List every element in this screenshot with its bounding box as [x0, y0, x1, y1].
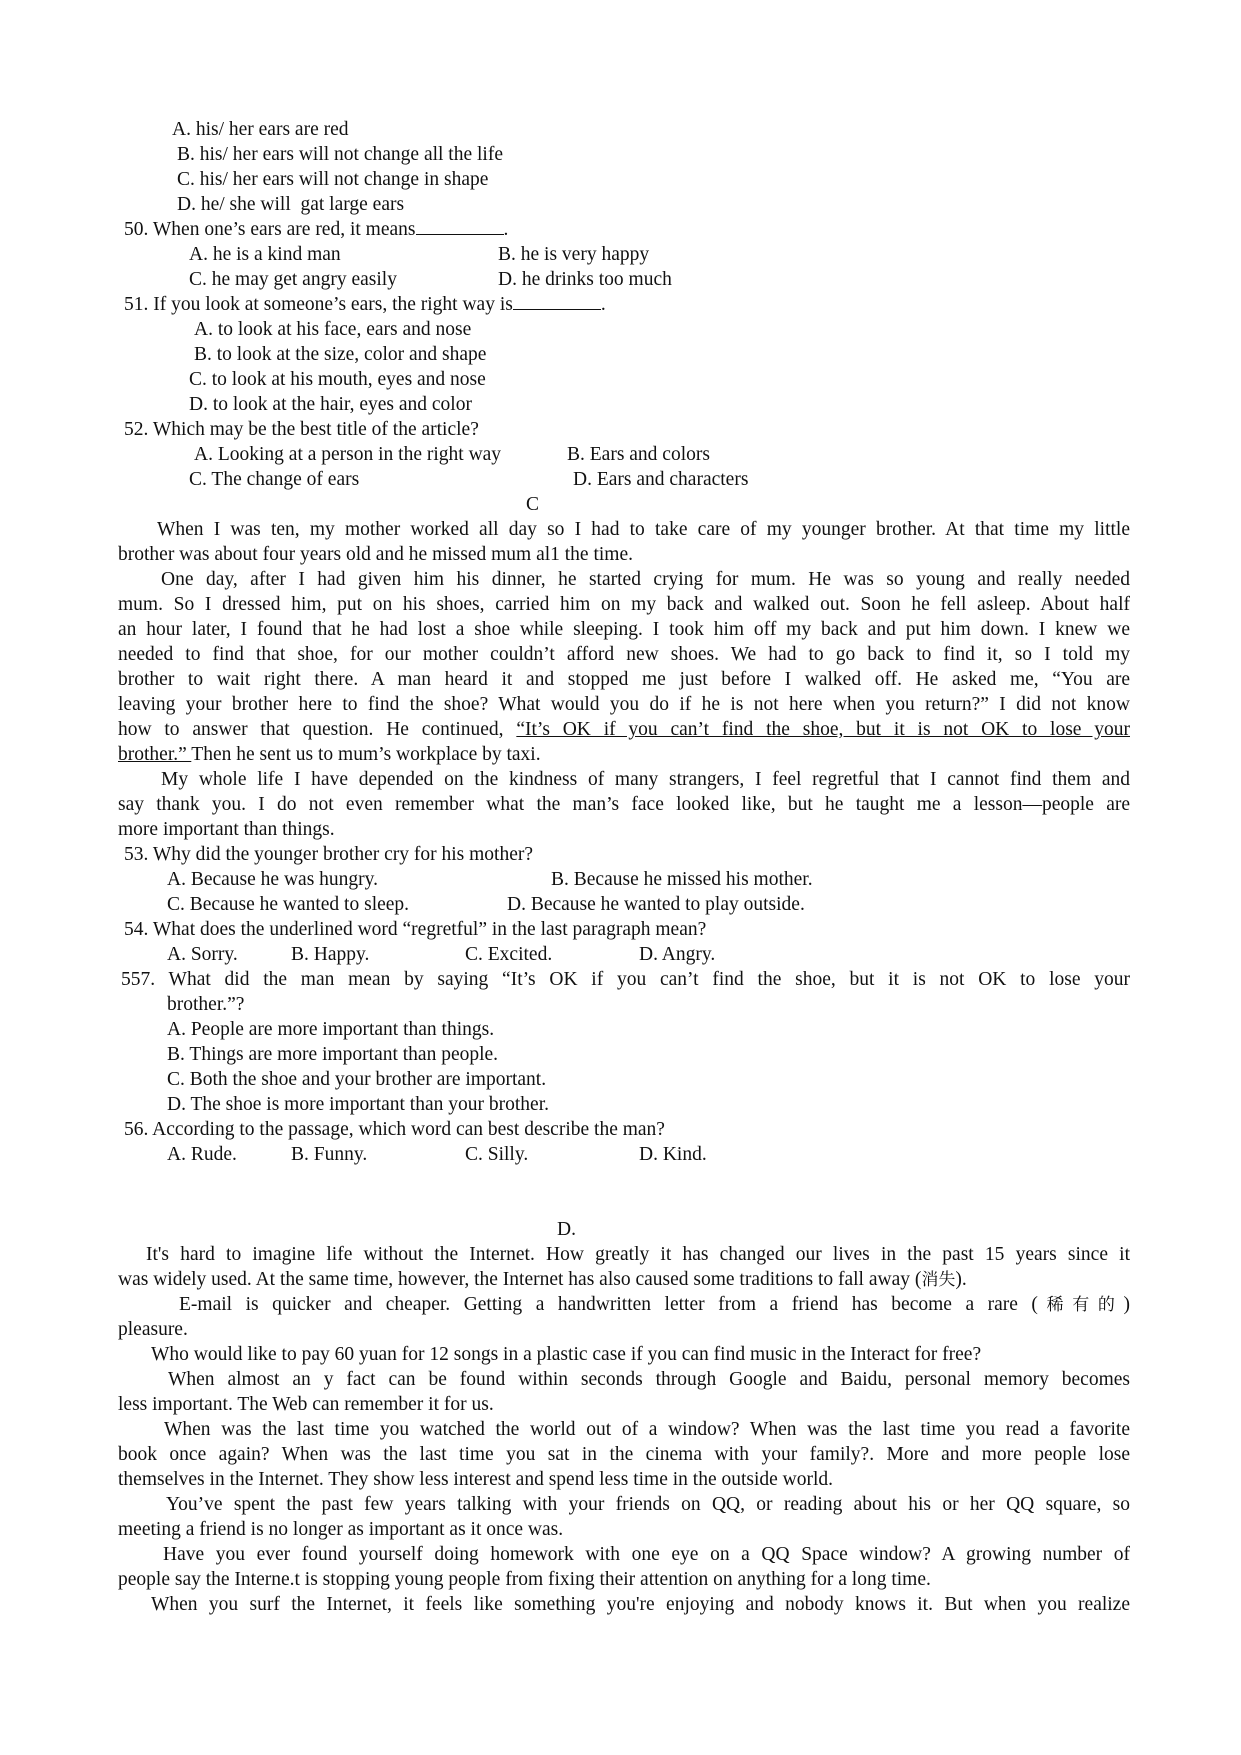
- passage-d-text: E-mail is quicker and cheaper. Getting a handwritten letter from a friend has become a rare (: [179, 1294, 1038, 1315]
- chinese-gloss: 消失: [921, 1270, 956, 1290]
- passage-c-line: leaving your brother here to find the shoe? What would you do if he is not here when you return?” I did not know: [118, 694, 1130, 715]
- passage-d-line: [179, 1292, 1130, 1318]
- underlined-quote-end: brother.”: [118, 744, 192, 765]
- passage-d-line: It's hard to imagine life without the Internet. How greatly it has changed our lives in the past 15 years since it: [146, 1244, 1130, 1265]
- passage-d-line: book once again? When was the last time you sat in the cinema with your family?. More and more people lose: [118, 1444, 1130, 1465]
- q54-option-b: B. Happy.: [291, 944, 370, 965]
- passage-c-line: [118, 717, 1130, 742]
- passage-c-line: [118, 742, 541, 767]
- passage-d-line: When you surf the Internet, it feels like something you're enjoying and nobody knows it. But when you realize: [151, 1594, 1130, 1615]
- q50-option-c: C. he may get angry easily: [189, 269, 397, 290]
- q52-option-d: D. Ears and characters: [573, 469, 749, 490]
- passage-c-line: needed to find that shoe, for our mother couldn’t afford new shoes. We had to go back to find it, so I told my: [118, 644, 1130, 665]
- answer-blank: [416, 218, 504, 235]
- q52-option-a: A. Looking at a person in the right way: [194, 444, 502, 465]
- passage-c-line: mum. So I dressed him, put on his shoes, carried him on my back and walked out. Soon he fell asleep. About half: [118, 594, 1130, 615]
- q51-stem-text: 51. If you look at someone’s ears, the right way is: [124, 294, 513, 315]
- passage-d-line: themselves in the Internet. They show less interest and spend less time in the outside world.: [118, 1469, 834, 1490]
- q50-stem-text: 50. When one’s ears are red, it means: [124, 219, 416, 240]
- q55-option-c: C. Both the shoe and your brother are important.: [167, 1069, 547, 1090]
- q49-option-d: D. he/ she will gat large ears: [177, 194, 405, 215]
- q50-option-a: A. he is a kind man: [189, 244, 341, 265]
- section-c-heading: C: [526, 494, 540, 515]
- q56-option-c: C. Silly.: [465, 1144, 529, 1165]
- q50-option-d: D. he drinks too much: [498, 269, 672, 290]
- q51-option-b: B. to look at the size, color and shape: [194, 344, 487, 365]
- q55-option-b: B. Things are more important than people.: [167, 1044, 499, 1065]
- q54-option-c: C. Excited.: [465, 944, 553, 965]
- passage-c-line: say thank you. I do not even remember what the man’s face looked like, but he taught me a lesson—people are: [118, 794, 1130, 815]
- passage-d-text: was widely used. At the same time, however, the Internet has also caused some traditions to fall away (: [118, 1269, 922, 1290]
- q50-option-b: B. he is very happy: [498, 244, 650, 265]
- passage-c-line: My whole life I have depended on the kindness of many strangers, I feel regretful that I cannot find them and: [161, 769, 1130, 790]
- q49-option-c: C. his/ her ears will not change in shape: [177, 169, 489, 190]
- q53-option-d: D. Because he wanted to play outside.: [507, 894, 805, 915]
- passage-d-line: You’ve spent the past few years talking with your friends on QQ, or reading about his or her QQ square, so: [166, 1494, 1130, 1515]
- passage-c-line: brother to wait right there. A man heard it and stopped me just before I walked off. He asked me, “You are: [118, 669, 1130, 690]
- q49-option-a: A. his/ her ears are red: [172, 119, 349, 140]
- q51-option-a: A. to look at his face, ears and nose: [194, 319, 472, 340]
- q53-option-a: A. Because he was hungry.: [167, 869, 379, 890]
- passage-d-line: When was the last time you watched the world out of a window? When was the last time you read a favorite: [164, 1419, 1130, 1440]
- passage-c-line: One day, after I had given him his dinner, he started crying for mum. He was so young and really needed: [161, 569, 1130, 590]
- underlined-quote: “It’s OK if you can’t find the shoe, but it is not OK to lose your: [516, 719, 1130, 740]
- passage-c-text: how to answer that question. He continued,: [118, 719, 517, 740]
- q50-stem-end: .: [503, 219, 509, 240]
- q55-stem: 557. What did the man mean by saying “It’s OK if you can’t find the shoe, but it is not OK to lose your: [121, 969, 1130, 990]
- passage-d-line: Who would like to pay 60 yuan for 12 songs in a plastic case if you can find music in the Interact for free?: [151, 1344, 982, 1365]
- q56-option-a: A. Rude.: [167, 1144, 237, 1165]
- q51-stem-end: .: [600, 294, 606, 315]
- q55-stem-cont: brother.”?: [167, 994, 245, 1015]
- answer-blank: [513, 293, 601, 310]
- passage-d-text: ).: [955, 1269, 967, 1290]
- q52-option-b: B. Ears and colors: [567, 444, 710, 465]
- passage-d-line: pleasure.: [118, 1319, 188, 1340]
- q55-option-a: A. People are more important than things.: [167, 1019, 495, 1040]
- passage-d-line: Have you ever found yourself doing homework with one eye on a QQ Space window? A growing number of: [163, 1544, 1130, 1565]
- passage-d-text: ): [1123, 1294, 1130, 1315]
- passage-c-line: When I was ten, my mother worked all day so I had to take care of my younger brother. At that time my little: [157, 519, 1130, 540]
- passage-c-text: Then he sent us to mum’s workplace by taxi.: [191, 744, 541, 765]
- chinese-gloss: 稀有的: [1037, 1295, 1124, 1315]
- section-d-heading: D.: [557, 1219, 576, 1240]
- q49-option-b: B. his/ her ears will not change all the life: [177, 144, 503, 165]
- q51-option-d: D. to look at the hair, eyes and color: [189, 394, 472, 415]
- q54-option-d: D. Angry.: [639, 944, 716, 965]
- q56-option-b: B. Funny.: [291, 1144, 368, 1165]
- q54-option-a: A. Sorry.: [167, 944, 238, 965]
- passage-c-line: an hour later, I found that he had lost a shoe while sleeping. I took him off my back and put him down. I knew we: [118, 619, 1130, 640]
- q52-stem: 52. Which may be the best title of the article?: [124, 419, 479, 440]
- q55-option-d: D. The shoe is more important than your brother.: [167, 1094, 549, 1115]
- q56-stem: 56. According to the passage, which word can best describe the man?: [124, 1119, 665, 1140]
- q53-option-c: C. Because he wanted to sleep.: [167, 894, 410, 915]
- q56-option-d: D. Kind.: [639, 1144, 707, 1165]
- passage-c-line: more important than things.: [118, 819, 335, 840]
- q50-stem: [124, 217, 508, 242]
- q52-option-c: C. The change of ears: [189, 469, 360, 490]
- q53-option-b: B. Because he missed his mother.: [551, 869, 813, 890]
- passage-d-line: people say the Interne.t is stopping young people from fixing their attention on anything for a long time.: [118, 1569, 931, 1590]
- passage-d-line: [118, 1267, 967, 1293]
- passage-d-line: meeting a friend is no longer as important as it once was.: [118, 1519, 564, 1540]
- passage-d-line: less important. The Web can remember it for us.: [118, 1394, 494, 1415]
- q51-option-c: C. to look at his mouth, eyes and nose: [189, 369, 486, 390]
- q53-stem: 53. Why did the younger brother cry for his mother?: [124, 844, 534, 865]
- passage-c-line: brother was about four years old and he missed mum al1 the time.: [118, 544, 633, 565]
- q51-stem: [124, 292, 606, 317]
- q54-stem: 54. What does the underlined word “regretful” in the last paragraph mean?: [124, 919, 707, 940]
- passage-d-line: When almost an y fact can be found within seconds through Google and Baidu, personal memory becomes: [168, 1369, 1130, 1390]
